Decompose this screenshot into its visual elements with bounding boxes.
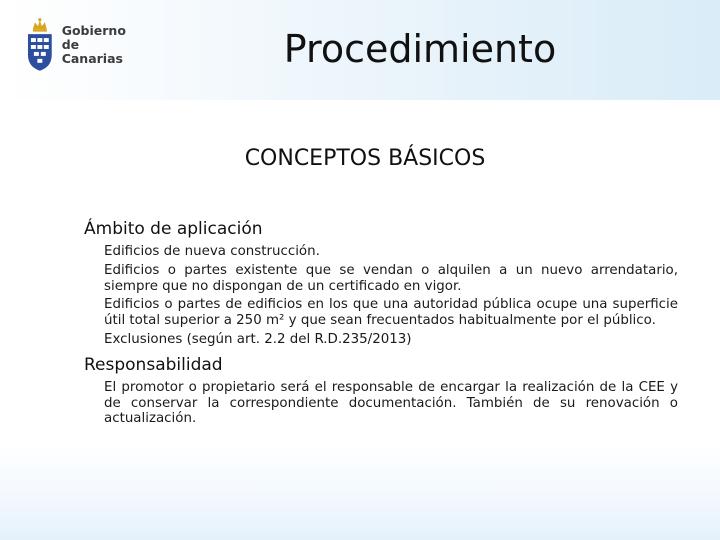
page-title: Procedimiento bbox=[283, 27, 557, 71]
scope-heading: Ámbito de aplicación bbox=[84, 219, 263, 239]
logo-wordmark bbox=[62, 24, 144, 66]
slide-body bbox=[84, 218, 678, 430]
footer-band bbox=[0, 445, 720, 540]
scope-item-public-authority: Edificios o partes de edificios en los que una autoridad pública ocupe una superficie útil total superior a 250 m² y que sean frecuentados habitualmente por el público. bbox=[104, 297, 678, 329]
scope-item-sold-rented: Edificios o partes existente que se vendan o alquilen a un nuevo arrendatario, siempre que no dispongan de un certificado en vigor. bbox=[104, 262, 678, 294]
responsibility-heading: Responsabilidad bbox=[84, 354, 223, 375]
scope-item-new-buildings: Edificios de nueva construcción. bbox=[104, 244, 320, 259]
section-subtitle: CONCEPTOS BÁSICOS bbox=[244, 146, 486, 171]
gobierno-de-canarias-logo bbox=[24, 16, 144, 74]
responsibility-item: El promotor o propietario será el responsable de encargar la realización de la CEE y de conservar la correspondiente documentación. También de su renovación o actualización. bbox=[104, 379, 678, 427]
scope-item-exclusions: Exclusiones (según art. 2.2 del R.D.235/2013) bbox=[104, 331, 412, 347]
logo-line-1: Gobierno bbox=[61, 23, 126, 38]
logo-line-2: de Canarias bbox=[61, 37, 123, 66]
coat-of-arms-icon bbox=[24, 17, 56, 73]
